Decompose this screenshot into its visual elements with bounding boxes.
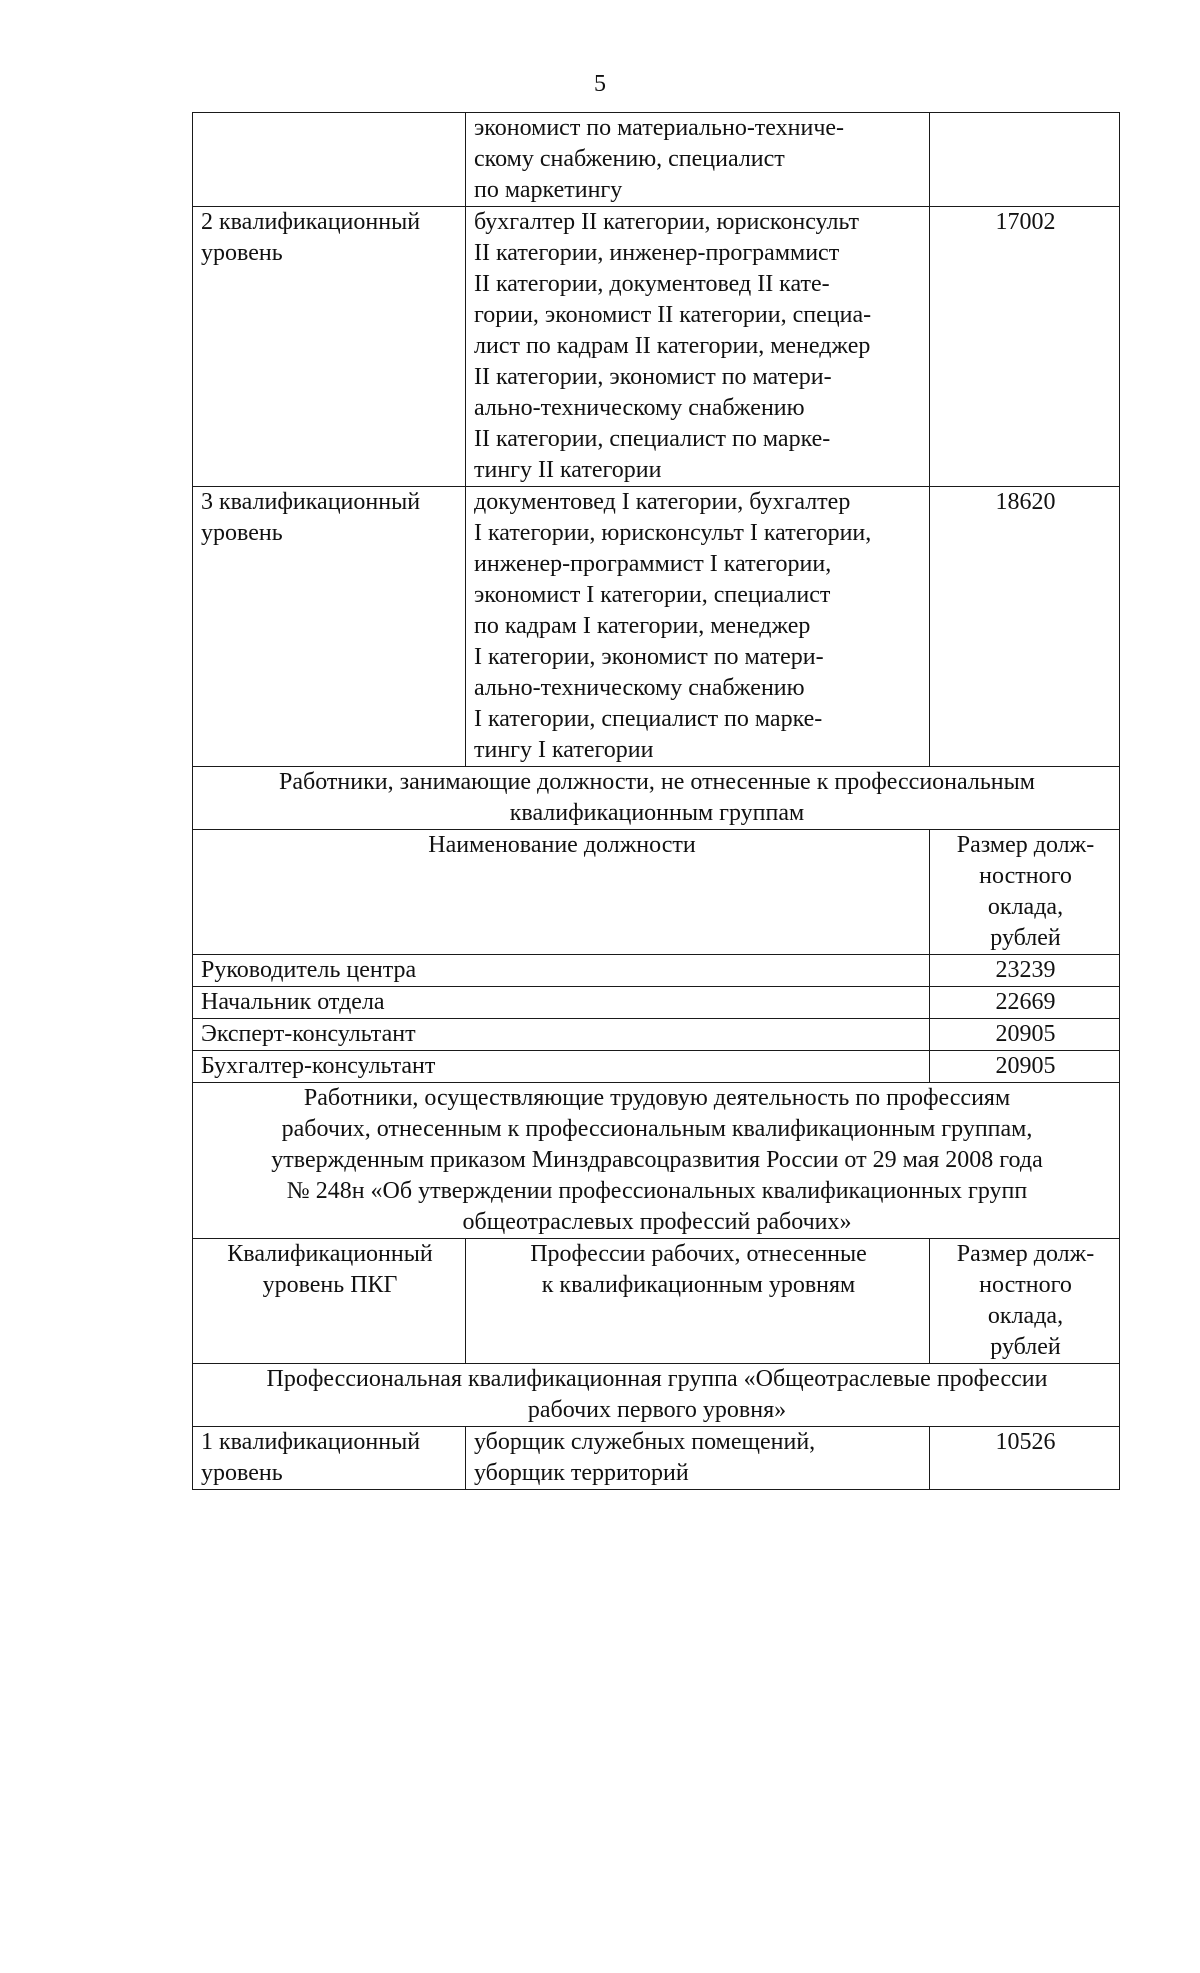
salary-cell: 20905 <box>930 1019 1120 1051</box>
table-row <box>193 955 1120 987</box>
table-row <box>193 1427 1120 1490</box>
section-title-row <box>193 1083 1120 1239</box>
salary-cell: 20905 <box>930 1051 1120 1083</box>
salary-cell: 17002 <box>930 207 1120 487</box>
professions-cell: уборщик служебных помещений, уборщик территорий <box>466 1427 930 1490</box>
header-salary: Размер долж- ностного оклада, рублей <box>930 830 1120 955</box>
header-salary: Размер долж- ностного оклада, рублей <box>930 1239 1120 1364</box>
salary-cell: 22669 <box>930 987 1120 1019</box>
qualification-level-cell: 3 квалификационный уровень <box>193 487 466 767</box>
section-title-row <box>193 767 1120 830</box>
group-title-row <box>193 1364 1120 1427</box>
table-row <box>193 1019 1120 1051</box>
header-professions: Профессии рабочих, отнесенные к квалификационным уровням <box>466 1239 930 1364</box>
table-header-row <box>193 830 1120 955</box>
table-row <box>193 987 1120 1019</box>
table-row <box>193 487 1120 767</box>
table-header-row <box>193 1239 1120 1364</box>
position-name-cell: Начальник отдела <box>193 987 930 1019</box>
qualification-level-cell <box>193 113 466 207</box>
qualification-level-cell: 2 квалификационный уровень <box>193 207 466 487</box>
positions-cell: экономист по материально-техниче- скому снабжению, специалист по маркетингу <box>466 113 930 207</box>
page-number: 5 <box>594 71 606 97</box>
position-name-cell: Эксперт-консультант <box>193 1019 930 1051</box>
table-row <box>193 207 1120 487</box>
salary-cell: 10526 <box>930 1427 1120 1490</box>
section-title-workers: Работники, осуществляющие трудовую деятельность по профессиям рабочих, отнесенным к профессиональным квалификационным группам, утвержденным приказом Минздравсоцразвития России от 29 мая 2008 года № 248н «Об утверждении профессиональных квалификационных групп общеотраслевых профессий рабочих» <box>193 1083 1120 1239</box>
table-row <box>193 1051 1120 1083</box>
header-qualification-level: Квалификационный уровень ПКГ <box>193 1239 466 1364</box>
positions-cell: бухгалтер II категории, юрисконсульт II категории, инженер-программист II категории, документовед II кате- гории, экономист II категории, специа- лист по кадрам II категории, менеджер II категории, экономист по матери- ально-техническому снабжению II категории, специалист по марке- тингу II категории <box>466 207 930 487</box>
header-position-name: Наименование должности <box>193 830 930 955</box>
positions-cell: документовед I категории, бухгалтер I категории, юрисконсульт I категории, инженер-программист I категории, экономист I категории, специалист по кадрам I категории, менеджер I категории, экономист по матери- ально-техническому снабжению I категории, специалист по марке- тингу I категории <box>466 487 930 767</box>
qualification-level-cell: 1 квалификационный уровень <box>193 1427 466 1490</box>
salary-cell <box>930 113 1120 207</box>
salary-cell: 18620 <box>930 487 1120 767</box>
table-row <box>193 113 1120 207</box>
section-title-other-positions: Работники, занимающие должности, не отнесенные к профессиональным квалификационным группам <box>193 767 1120 830</box>
salary-table <box>192 112 1120 1490</box>
position-name-cell: Руководитель центра <box>193 955 930 987</box>
salary-cell: 23239 <box>930 955 1120 987</box>
group-title: Профессиональная квалификационная группа «Общеотраслевые профессии рабочих первого уровня» <box>193 1364 1120 1427</box>
position-name-cell: Бухгалтер-консультант <box>193 1051 930 1083</box>
